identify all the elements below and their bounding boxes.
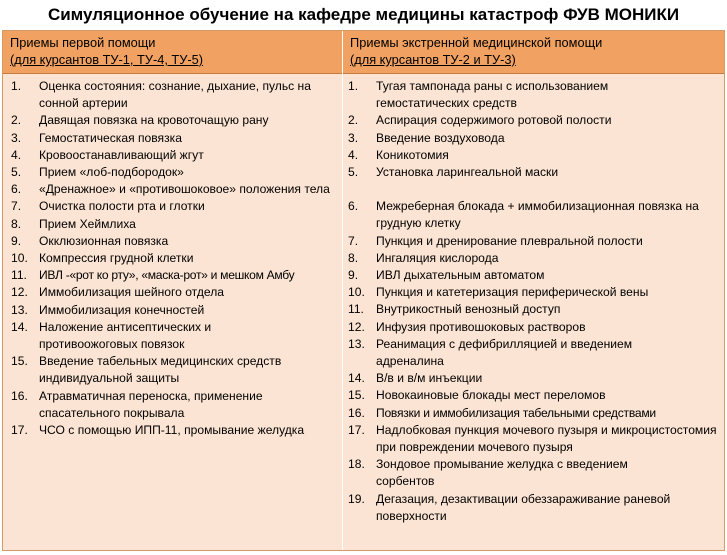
item-text: Оценка состояния: сознание, дыхание, пульс на сонной артерии — [39, 79, 311, 111]
first-aid-list — [11, 78, 337, 439]
item-text: Очистка полости рта и глотки — [39, 199, 205, 214]
item-number: 3. — [11, 130, 22, 145]
item-text: Межреберная блокада + иммобилизационная повязка на грудную клетку — [376, 199, 699, 231]
item-text: Кровоостанавливающий жгут — [39, 147, 204, 162]
list-item — [348, 130, 720, 147]
item-text: Прием Хеймлиха — [39, 216, 136, 231]
item-text: ИВЛ -«рот ко рту», «маска-рот» и мешком Амбу — [39, 268, 295, 283]
item-number: 1. — [11, 79, 22, 93]
item-number: 16. — [11, 388, 28, 403]
item-number: 9. — [348, 268, 359, 283]
list-item — [11, 147, 337, 164]
procedures-table — [2, 30, 725, 551]
item-number: 14. — [11, 319, 28, 334]
item-number: 5. — [348, 165, 359, 180]
list-item — [11, 112, 337, 129]
list-item — [348, 250, 720, 267]
item-number: 5. — [11, 165, 22, 180]
item-number: 10. — [348, 285, 365, 300]
item-number: 7. — [11, 199, 22, 214]
list-item — [348, 422, 720, 456]
item-text: ИВЛ дыхательным автоматом — [376, 268, 545, 283]
list-item — [348, 198, 720, 232]
item-text: Пункция и дренирование плевральной полости — [376, 233, 643, 248]
item-number: 7. — [348, 233, 359, 248]
item-number: 11. — [11, 268, 27, 283]
item-number: 12. — [11, 285, 28, 300]
list-item — [348, 233, 720, 250]
item-number: 13. — [11, 302, 28, 317]
list-item — [11, 267, 337, 284]
item-text: В/в и в/м инъекции — [376, 371, 483, 386]
list-item — [348, 112, 720, 129]
item-number: 9. — [11, 233, 22, 248]
item-number: 14. — [348, 371, 365, 386]
item-text: Окклюзионная повязка — [39, 233, 169, 248]
item-text: Наложение антисептических и противоожоговых повязок — [39, 319, 212, 352]
list-item — [348, 336, 720, 370]
item-text: Прием «лоб-подбородок» — [39, 165, 184, 180]
item-text: Установка ларингеальной маски — [376, 165, 559, 180]
item-number: 18. — [348, 457, 365, 472]
list-spacer — [348, 181, 720, 198]
item-number: 4. — [348, 147, 359, 162]
item-text: Реанимация с дефибрилляцией и введением адреналина — [376, 336, 633, 369]
left-header-title: Приемы первой помощи — [10, 35, 156, 50]
item-text: Гемостатическая повязка — [39, 130, 182, 145]
item-number: 15. — [348, 388, 365, 403]
item-text: Иммобилизация шейного отдела — [39, 285, 224, 300]
item-number: 17. — [11, 423, 28, 438]
item-number: 8. — [11, 216, 22, 231]
item-number: 12. — [348, 319, 365, 334]
item-text: Инфузия противошоковых растворов — [376, 319, 586, 334]
item-text: Давящая повязка на кровоточащую рану — [39, 113, 269, 128]
item-number: 16. — [348, 405, 365, 420]
list-item — [348, 456, 720, 490]
item-text: Повязки и иммобилизация табельными средствами — [376, 405, 656, 420]
item-number: 3. — [348, 130, 359, 145]
column-divider — [342, 31, 343, 550]
list-item — [11, 302, 337, 319]
list-item — [11, 388, 337, 422]
item-text: Коникотомия — [376, 147, 449, 162]
list-item — [11, 130, 337, 147]
item-text: Атравматичная переноска, применение спасательного покрывала — [39, 388, 263, 420]
list-item — [11, 216, 337, 233]
left-header-subtitle: (для курсантов ТУ-1, ТУ-4, ТУ-5) — [10, 52, 204, 67]
item-number: 10. — [11, 251, 28, 266]
item-text: Внутрикостный венозный доступ — [376, 302, 561, 317]
right-column-header — [350, 34, 602, 68]
list-item — [348, 301, 720, 318]
list-item — [11, 198, 337, 215]
emergency-care-list — [348, 78, 720, 525]
list-item — [348, 319, 720, 336]
page-title: Симуляционное обучение на кафедре медицины катастроф ФУВ МОНИКИ — [47, 5, 680, 24]
left-column-header — [10, 34, 203, 68]
item-text: Введение табельных медицинских средств индивидуальной защиты — [39, 354, 282, 386]
list-item — [348, 284, 720, 301]
item-text: «Дренажное» и «противошоковое» положения тела — [39, 182, 330, 197]
item-text: Зондовое промывание желудка с введением сорбентов — [376, 457, 628, 489]
list-item — [348, 370, 720, 387]
list-item — [11, 78, 337, 112]
item-number: 2. — [11, 113, 22, 128]
list-item — [348, 147, 720, 164]
item-number: 1. — [348, 79, 359, 93]
list-item — [348, 491, 720, 525]
list-item — [348, 164, 720, 181]
item-number: 17. — [348, 422, 365, 437]
right-header-subtitle: (для курсантов ТУ-2 и ТУ-3) — [350, 52, 516, 67]
item-text: Новокаиновые блокады мест переломов — [376, 388, 606, 403]
item-text: Ингаляция кислорода — [376, 250, 499, 265]
item-number: 11. — [348, 302, 364, 317]
list-item — [348, 78, 720, 112]
item-number: 6. — [348, 199, 359, 214]
item-text: ЧСО с помощью ИПП-11, промывание желудка — [39, 423, 305, 438]
list-item — [348, 267, 720, 284]
list-item — [11, 284, 337, 301]
list-item — [11, 164, 337, 181]
item-number: 15. — [11, 354, 28, 369]
item-number: 2. — [348, 113, 359, 128]
list-item — [11, 250, 337, 267]
item-number: 8. — [348, 250, 359, 265]
item-number: 4. — [11, 147, 22, 162]
item-text: Иммобилизация конечностей — [39, 302, 205, 317]
right-header-title: Приемы экстренной медицинской помощи — [350, 35, 603, 50]
item-text: Введение воздуховода — [376, 130, 505, 145]
item-text: Дегазация, дезактивации обеззараживание раневой поверхности — [376, 491, 671, 523]
item-number: 19. — [348, 491, 365, 506]
list-item — [11, 319, 337, 353]
list-item — [11, 181, 337, 198]
list-item — [11, 422, 337, 439]
list-item — [11, 233, 337, 250]
list-item — [348, 405, 720, 422]
item-number: 6. — [11, 182, 22, 197]
item-text: Компрессия грудной клетки — [39, 251, 194, 266]
list-item — [348, 387, 720, 404]
item-number: 13. — [348, 336, 365, 351]
list-item — [11, 353, 337, 387]
item-text: Аспирация содержимого ротовой полости — [376, 113, 612, 128]
item-text: Пункция и катетеризация периферической вены — [376, 285, 649, 300]
item-text: Надлобковая пункция мочевого пузыря и микроцистостомия при повреждении мочевого пузыря — [376, 422, 717, 455]
item-text: Тугая тампонада раны с использованием гемостатических средств — [376, 79, 609, 111]
